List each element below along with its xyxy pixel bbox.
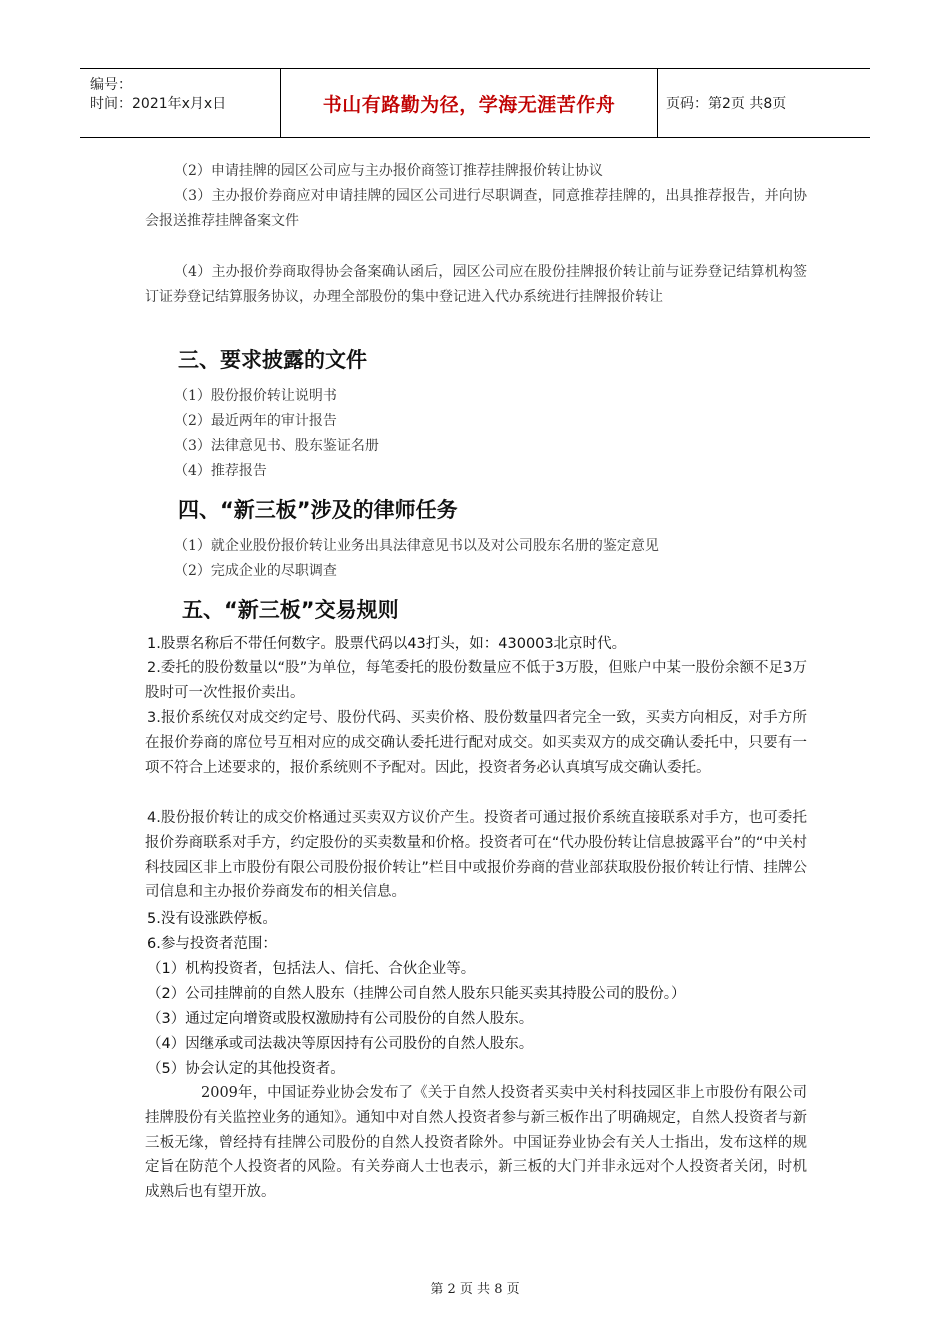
rule-2: 2.委托的股份数量以“股”为单位，每笔委托的股份数量应不低于3万股，但账户中某一股份余额不足3万股时可一次性报价卖出。 (145, 660, 807, 701)
document-number-label: 编号： (90, 77, 132, 93)
procedure-item-2: （2）申请挂牌的园区公司应与主办报价商签订推荐挂牌报价转让协议 (174, 163, 603, 179)
page-footer: 第 2 页 共 8 页 (430, 1282, 520, 1297)
closing-paragraph: 2009年，中国证券业协会发布了《关于自然人投资者买卖中关村科技园区非上市股份有限公司挂牌股份有关监控业务的通知》。通知中对自然人投资者参与新三板作出了明确规定，自然人投资者与新三板无缘，曾经持有挂牌公司股份的自然人投资者除外。中国证券业协会有关人士指出，发布这样的规定旨在防范个人投资者的风险。有关券商人士也表示，新三板的大门并非永远对个人投资者关闭，时机成熟后也有望开放。 (145, 1085, 807, 1201)
section-4-item: （1）就企业股份报价转让业务出具法律意见书以及对公司股东名册的鉴定意见 (174, 538, 659, 554)
procedure-item-3: （3）主办报价券商应对申请挂牌的园区公司进行尽职调查，同意推荐挂牌的，出具推荐报告，并向协会报送推荐挂牌备案文件 (145, 188, 807, 229)
page-number-label: 页码：第2页 共8页 (666, 96, 787, 112)
rule-1: 1.股票名称后不带任何数字。股票代码以43打头，如：430003北京时代。 (147, 636, 627, 652)
rule-3: 3.报价系统仅对成交约定号、股份代码、买卖价格、股份数量四者完全一致，买卖方向相反，对手方所在报价券商的席位号互相对应的成交确认委托进行配对成交。如买卖双方的成交确认委托中，只要有一项不符合上述要求的，报价系统则不予配对。因此，投资者务必认真填写成交确认委托。 (145, 710, 807, 776)
rule-5: 5.没有设涨跌停板。 (147, 911, 277, 927)
header-motto-cell (281, 69, 658, 137)
investor-item: （5）协会认定的其他投资者。 (147, 1061, 345, 1077)
rule-4: 4.股份报价转让的成交价格通过买卖双方议价产生。投资者可通过报价系统直接联系对手方，也可委托报价券商联系对手方，约定股份的买卖数量和价格。投资者可在“代办股份转让信息披露平台”的“中关村科技园区非上市股份有限公司股份报价转让”栏目中或报价券商的营业部获取股份报价转让行情、挂牌公司信息和主办报价券商发布的相关信息。 (145, 810, 807, 901)
header-meta-cell (80, 69, 281, 137)
page-header (80, 68, 870, 138)
section-4-heading: 四、“新三板”涉及的律师任务 (178, 498, 458, 522)
section-3-item: （4）推荐报告 (174, 463, 267, 479)
section-4-item: （2）完成企业的尽职调查 (174, 563, 337, 579)
section-3-item: （2）最近两年的审计报告 (174, 413, 337, 429)
procedure-item-4: （4）主办报价券商取得协会备案确认函后，园区公司应在股份挂牌报价转让前与证券登记结算机构签订证券登记结算服务协议，办理全部股份的集中登记进入代办系统进行挂牌报价转让 (145, 264, 807, 305)
investor-item: （2）公司挂牌前的自然人股东（挂牌公司自然人股东只能买卖其持股公司的股份。） (147, 986, 686, 1002)
section-3-heading: 三、要求披露的文件 (178, 348, 367, 372)
document-time-label: 时间：2021年x月x日 (90, 96, 227, 112)
section-5-heading: 五、“新三板”交易规则 (182, 598, 399, 622)
motto-text: 书山有路勤为径，学海无涯苦作舟 (322, 93, 616, 116)
investor-item: （1）机构投资者，包括法人、信托、合伙企业等。 (147, 961, 476, 977)
section-3-item: （3）法律意见书、股东鉴证名册 (174, 438, 379, 454)
investor-item: （3）通过定向增资或股权激励持有公司股份的自然人股东。 (147, 1011, 534, 1027)
section-3-item: （1）股份报价转让说明书 (174, 388, 337, 404)
investor-item: （4）因继承或司法裁决等原因持有公司股份的自然人股东。 (147, 1036, 534, 1052)
rule-6: 6.参与投资者范围： (147, 936, 277, 952)
header-page-cell (658, 69, 870, 137)
